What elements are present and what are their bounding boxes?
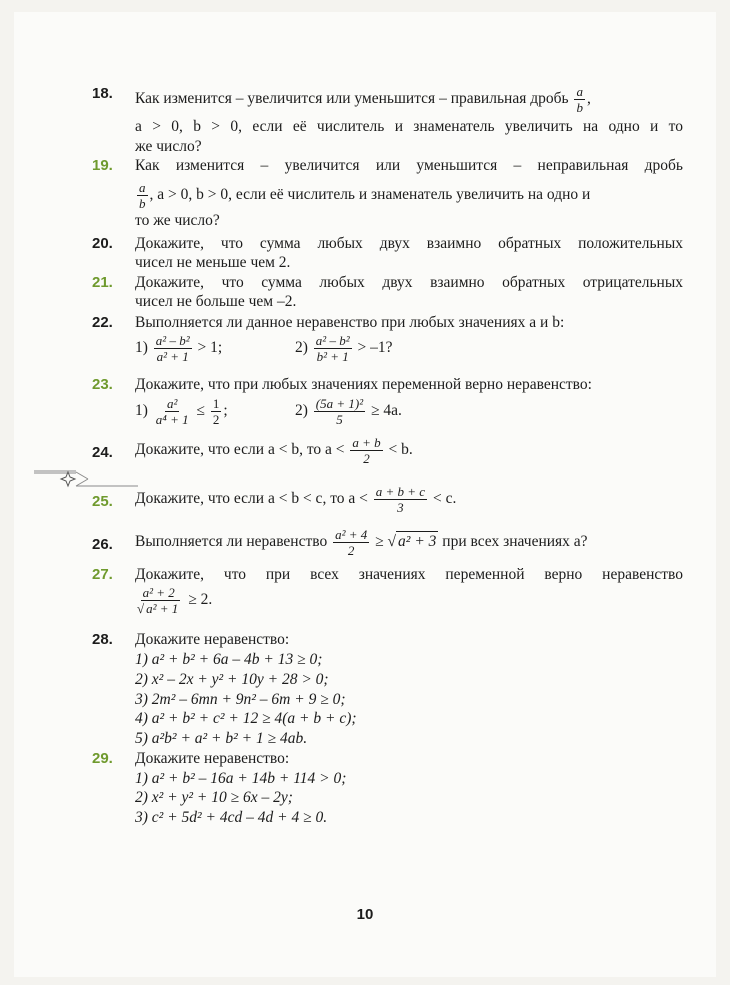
problem-21-line-2: чисел не больше чем –2. bbox=[135, 293, 297, 310]
problem-23-items bbox=[135, 396, 683, 432]
problem-28-item-1: 1) a² + b² + 6a – 4b + 13 ≥ 0; bbox=[135, 651, 323, 668]
problem-number-22: 22. bbox=[92, 314, 113, 331]
problem-20-line-1: Докажите, что сумма любых двух взаимно обратных положительных bbox=[135, 235, 683, 252]
problem-22-line-1: Выполняется ли данное неравенство при любых значениях a и b: bbox=[135, 314, 565, 331]
problem-23-item-2: 2) $\frac{\text{(5a + 1)²}}{5}$ ≥ 4a. bbox=[295, 396, 402, 427]
fraction-a-over-b: $\frac{a}{b}$ bbox=[139, 180, 146, 211]
problem-number-27: 27. bbox=[92, 566, 113, 583]
problem-18-line-2: a > 0, b > 0, если её числитель и знаменатель увеличить на одно и то bbox=[135, 118, 683, 135]
problem-number-29: 29. bbox=[92, 750, 113, 767]
problem-number-26: 26. bbox=[92, 536, 113, 553]
problem-number-24: 24. bbox=[92, 444, 113, 461]
problem-28-item-3: 3) 2m² – 6mn + 9n² – 6m + 9 ≥ 0; bbox=[135, 691, 346, 708]
square-root: √ a² + 3 bbox=[387, 533, 437, 551]
problem-22-item-2: 2) $\frac{\text{a² – b²}}{\text{b² + 1}}$ > –1? bbox=[295, 333, 393, 364]
problem-23-line-1: Докажите, что при любых значениях переменной верно неравенство: bbox=[135, 376, 592, 393]
problem-23-item-1: 1) $\frac{\text{a²}}{\text{a⁴ + 1}}$ ≤ $\frac{1}{2}$ ; bbox=[135, 396, 228, 427]
page-number: 10 bbox=[356, 906, 374, 923]
problem-18-line-1: Как изменится – увеличится или уменьшится – правильная дробь $\frac{a}{b}$ , bbox=[135, 84, 591, 115]
problem-24-line-1: Докажите, что если a < b, то a < $\frac{a + b}{2}$ < b. bbox=[135, 435, 413, 466]
problem-29-item-2: 2) x² + y² + 10 ≥ 6x – 2y; bbox=[135, 789, 293, 806]
problem-27-line-1: Докажите, что при всех значениях переменной верно неравенство bbox=[135, 566, 683, 583]
problem-19-line-3: то же число? bbox=[135, 212, 220, 229]
problem-29-line-1: Докажите неравенство: bbox=[135, 750, 290, 767]
problem-28-item-4: 4) a² + b² + c² + 12 ≥ 4(a + b + c); bbox=[135, 710, 357, 727]
problem-29-item-1: 1) a² + b² – 16a + 14b + 114 > 0; bbox=[135, 770, 347, 787]
problem-25-line-1: Докажите, что если a < b < c, то a < $\frac{a + b + c}{3}$ < c. bbox=[135, 484, 457, 515]
problem-22-item-1: 1) $\frac{\text{a² – b²}}{\text{a² + 1}}$ > 1; bbox=[135, 333, 223, 364]
problem-21-line-1: Докажите, что сумма любых двух взаимно обратных отрицательных bbox=[135, 274, 683, 291]
problem-26-line-1: Выполняется ли неравенство $\frac{\text{a² + 4}}{2}$ ≥ √ a² + 3 при всех значениях a? bbox=[135, 527, 588, 558]
problem-20-line-2: чисел не меньше чем 2. bbox=[135, 254, 291, 271]
problem-19-line-2: $\frac{a}{b}$ , a > 0, b > 0, если её числитель и знаменатель увеличить на одно и bbox=[139, 180, 591, 211]
problem-22-items bbox=[135, 333, 683, 369]
problem-28-line-1: Докажите неравенство: bbox=[135, 631, 290, 648]
problem-number-23: 23. bbox=[92, 376, 113, 393]
fraction-a-over-b: $\frac{a}{b}$ bbox=[576, 84, 583, 115]
problem-number-21: 21. bbox=[92, 274, 113, 291]
difficulty-marker-icon bbox=[32, 466, 140, 492]
problem-number-18: 18. bbox=[92, 85, 113, 102]
problem-28-item-5: 5) a²b² + a² + b² + 1 ≥ 4ab. bbox=[135, 730, 308, 747]
problem-18-line-3: же число? bbox=[135, 138, 202, 155]
problem-28-item-2: 2) x² – 2x + y² + 10y + 28 > 0; bbox=[135, 671, 329, 688]
problem-number-28: 28. bbox=[92, 631, 113, 648]
problem-number-20: 20. bbox=[92, 235, 113, 252]
problem-27-line-2: $\frac{\text{a² + 2}}{\text{√ a² + 1}}$ ≥ 2. bbox=[137, 585, 213, 616]
problem-number-19: 19. bbox=[92, 157, 113, 174]
problem-19-line-1: Как изменится – увеличится или уменьшится – неправильная дробь bbox=[135, 157, 683, 174]
problem-number-25: 25. bbox=[92, 493, 113, 510]
problem-29-item-3: 3) c² + 5d² + 4cd – 4d + 4 ≥ 0. bbox=[135, 809, 328, 826]
